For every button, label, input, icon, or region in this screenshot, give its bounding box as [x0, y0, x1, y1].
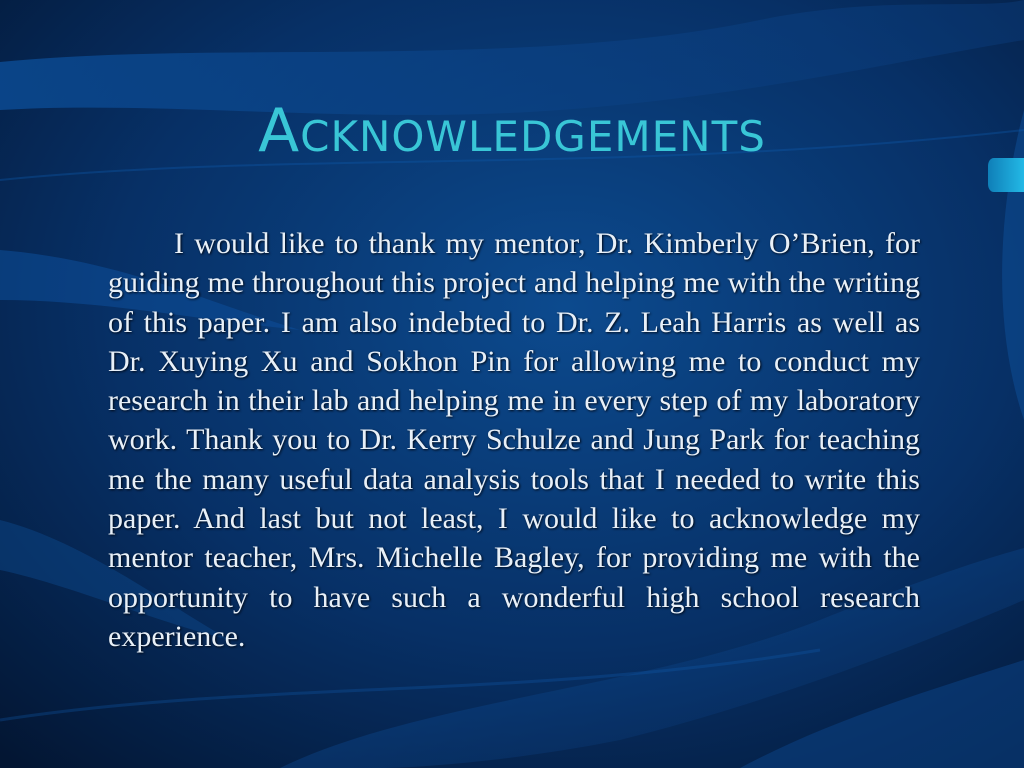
acknowledgements-paragraph: I would like to thank my mentor, Dr. Kimberly O’Brien, for guiding me throughout this project and helping me with the writing of this paper. I am also indebted to Dr. Z. Leah Harris as well as Dr. Xuying Xu and Sokhon Pin for allowing me to conduct my research in their lab and helping me in every step of my laboratory work. Thank you to Dr. Kerry Schulze and Jung Park for teaching me the many useful data analysis tools that I needed to write this paper. And last but not least, I would like to acknowledge my mentor teacher, Mrs. Michelle Bagley, for providing me with the opportunity to have such a wonderful high school research experience.: [108, 227, 920, 653]
slide-title: Acknowledgements: [258, 96, 766, 166]
